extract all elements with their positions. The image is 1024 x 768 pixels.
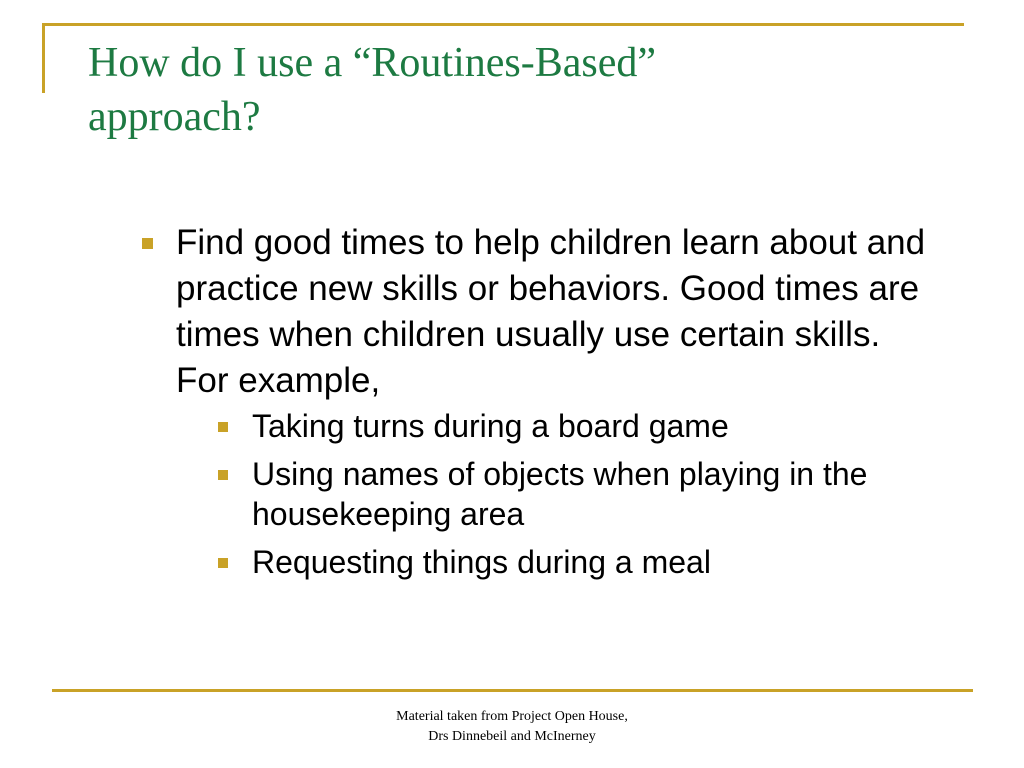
main-bullet-text: Find good times to help children learn about and practice new skills or behaviors. Good times are times when children usually use certain skills. For example, bbox=[176, 223, 926, 400]
slide-body bbox=[140, 220, 940, 590]
footer-line-1: Material taken from Project Open House, bbox=[396, 709, 628, 724]
slide-title-line-1: How do I use a “Routines-Based” bbox=[88, 40, 657, 86]
square-bullet-icon bbox=[218, 470, 228, 480]
footer-divider bbox=[52, 689, 973, 692]
sub-bullet-text: Requesting things during a meal bbox=[252, 544, 711, 580]
slide-title bbox=[88, 36, 888, 144]
main-bullet-item bbox=[140, 220, 936, 404]
square-bullet-icon bbox=[142, 238, 153, 249]
top-frame-line bbox=[42, 23, 964, 26]
square-bullet-icon bbox=[218, 558, 228, 568]
sub-bullet-item bbox=[216, 542, 942, 582]
footer-line-2: Drs Dinnebeil and McInerney bbox=[428, 729, 596, 744]
left-frame-line bbox=[42, 23, 45, 93]
sub-bullet-item bbox=[216, 406, 942, 446]
sub-bullet-text: Taking turns during a board game bbox=[252, 408, 729, 444]
footer-credit bbox=[262, 707, 762, 747]
sub-bullet-list bbox=[216, 406, 940, 582]
square-bullet-icon bbox=[218, 422, 228, 432]
sub-bullet-text: Using names of objects when playing in the housekeeping area bbox=[252, 456, 868, 532]
slide-title-line-2: approach? bbox=[88, 94, 261, 140]
sub-bullet-item bbox=[216, 454, 942, 534]
